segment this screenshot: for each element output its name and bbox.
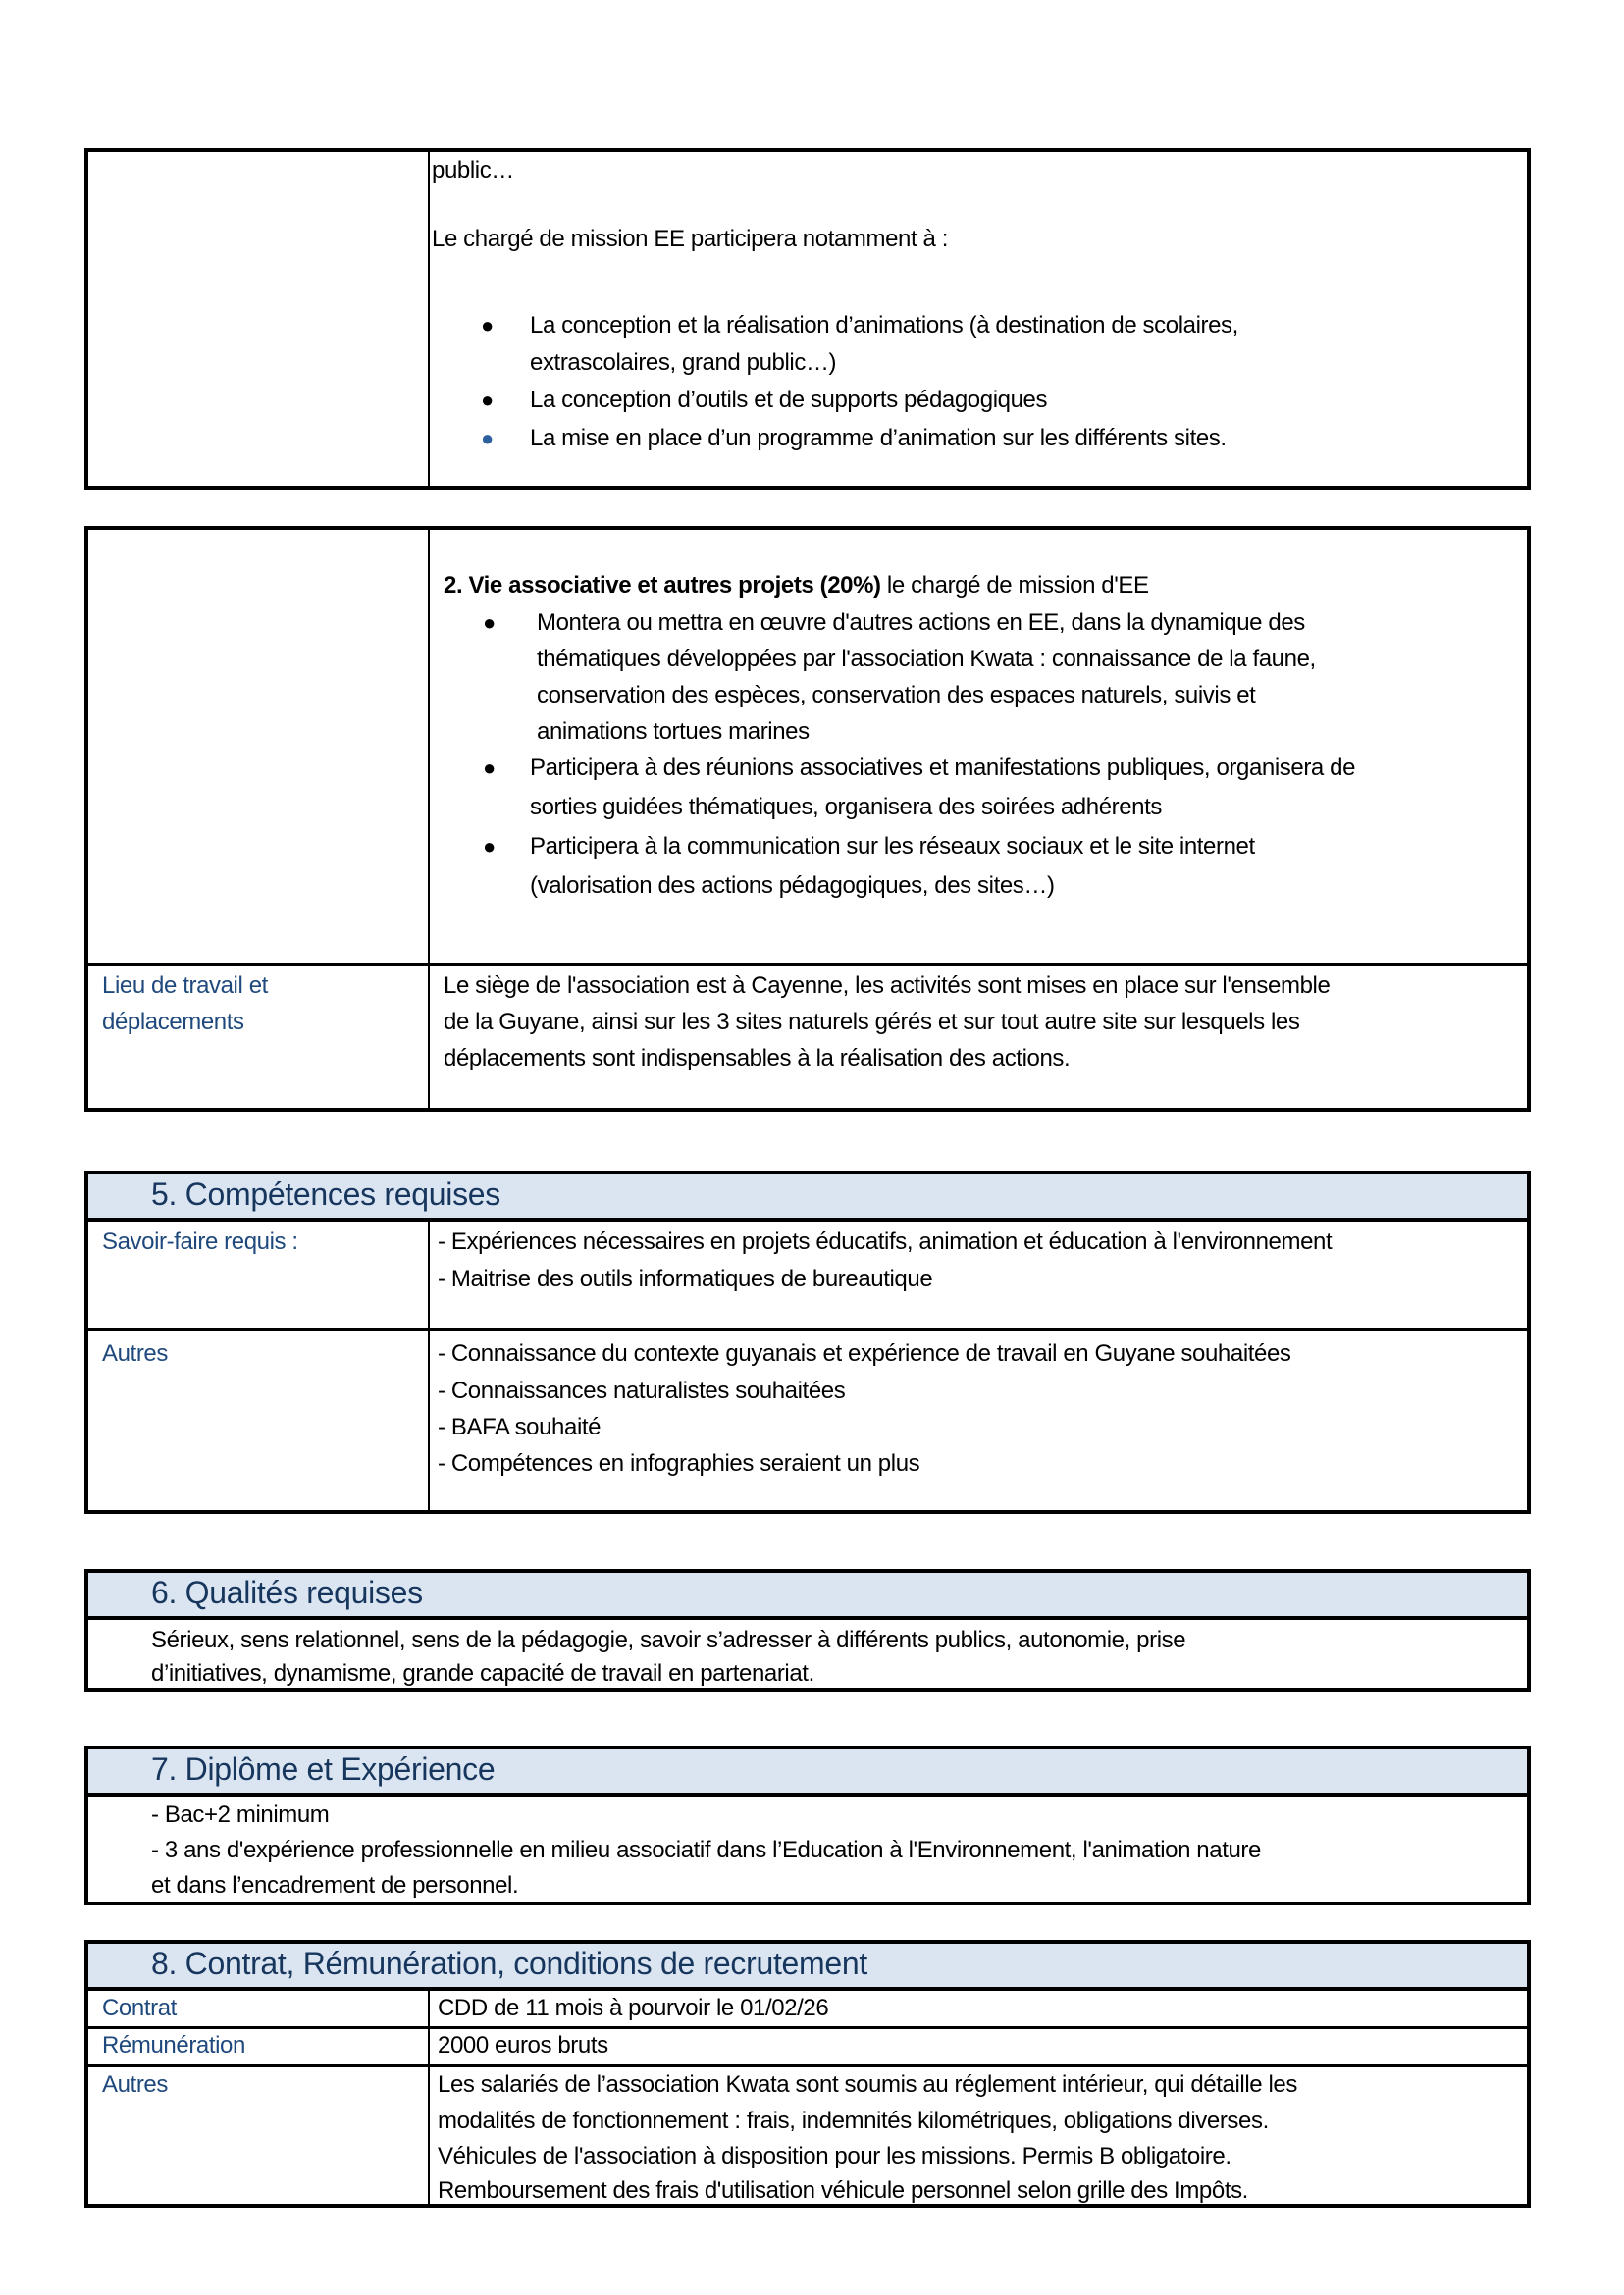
bullet-icon: ● [483, 756, 497, 780]
subheading-bold: 2. Vie associative et autres projets (20%) [444, 572, 881, 599]
continuation-text: public… [432, 157, 514, 183]
row-divider [88, 2026, 1527, 2029]
list-item: La mise en place d’un programme d’animation sur les différents sites. [530, 425, 1227, 451]
bullet-icon: ● [483, 610, 497, 635]
list-item-cont: extrascolaires, grand public…) [530, 349, 837, 376]
subheading-rest: le chargé de mission d'EE [880, 572, 1149, 599]
bullet-icon: ● [481, 426, 495, 450]
list-item: Montera ou mettra en œuvre d'autres actions en EE, dans la dynamique des [537, 609, 1305, 636]
row-label: Autres [102, 1340, 168, 1367]
section-header [88, 1174, 1527, 1218]
section-title: 8. Contrat, Rémunération, conditions de recrutement [151, 1946, 867, 1981]
lieu-text-cont: de la Guyane, ainsi sur les 3 sites naturels gérés et sur tout autre site sur lesquels les [444, 1009, 1300, 1035]
vie-associative-table [84, 526, 1531, 1112]
row-line: - Connaissances naturalistes souhaitées [438, 1378, 846, 1404]
body-line: - 3 ans d'expérience professionnelle en milieu associatif dans l’Education à l'Environnement, l'animation nature [151, 1837, 1261, 1863]
list-item: La conception et la réalisation d’animations (à destination de scolaires, [530, 312, 1238, 339]
section-title: 6. Qualités requises [151, 1575, 423, 1610]
row-divider [88, 1218, 1527, 1222]
lieu-label-cont: déplacements [102, 1009, 244, 1035]
column-divider [428, 1222, 430, 1510]
list-item-cont: (valorisation des actions pédagogiques, des sites…) [530, 872, 1055, 899]
row-line: Véhicules de l'association à disposition pour les missions. Permis B obligatoire. [438, 2143, 1231, 2169]
column-divider [428, 152, 430, 486]
body-line: Sérieux, sens relationnel, sens de la pédagogie, savoir s’adresser à différents publics, autonomie, prise [151, 1627, 1186, 1653]
row-line: Remboursement des frais d'utilisation véhicule personnel selon grille des Impôts. [438, 2177, 1248, 2204]
list-item-cont: animations tortues marines [537, 718, 810, 745]
section-subheading [444, 567, 1149, 604]
row-divider [88, 963, 1527, 966]
section-header [88, 1573, 1527, 1616]
lieu-text: Le siège de l'association est à Cayenne, les activités sont mises en place sur l'ensemble [444, 972, 1331, 999]
body-line: - Bac+2 minimum [151, 1801, 330, 1828]
section-header [88, 1749, 1527, 1793]
section-header [88, 1944, 1527, 1987]
row-divider [88, 1616, 1527, 1620]
bullet-icon: ● [481, 313, 495, 338]
bullet-icon: ● [483, 834, 497, 859]
section-title: 7. Diplôme et Expérience [151, 1751, 496, 1787]
list-item-cont: sorties guidées thématiques, organisera des soirées adhérents [530, 794, 1162, 820]
list-item: Participera à la communication sur les réseaux sociaux et le site internet [530, 833, 1255, 860]
body-line: et dans l’encadrement de personnel. [151, 1872, 519, 1899]
body-line: d’initiatives, dynamisme, grande capacité de travail en partenariat. [151, 1660, 814, 1687]
bullet-icon: ● [481, 388, 495, 412]
section-8-contrat [84, 1940, 1531, 2208]
row-line: Les salariés de l’association Kwata sont soumis au réglement intérieur, qui détaille les [438, 2071, 1297, 2098]
row-line: - Expériences nécessaires en projets éducatifs, animation et éducation à l'environnement [438, 1228, 1333, 1255]
intro-text: Le chargé de mission EE participera notamment à : [432, 226, 949, 252]
row-line: - BAFA souhaité [438, 1414, 602, 1440]
activities-table [84, 148, 1531, 490]
row-line: - Compétences en infographies seraient un plus [438, 1450, 920, 1477]
row-label-autres: Autres [102, 2071, 168, 2098]
row-line: modalités de fonctionnement : frais, indemnités kilométriques, obligations diverses. [438, 2108, 1269, 2134]
row-value-remuneration: 2000 euros bruts [438, 2032, 608, 2059]
section-title: 5. Compétences requises [151, 1176, 500, 1212]
section-7-diplome [84, 1746, 1531, 1905]
row-label: Savoir-faire requis : [102, 1228, 298, 1255]
section-5-competences [84, 1171, 1531, 1514]
lieu-label: Lieu de travail et [102, 972, 268, 999]
column-divider [428, 1991, 430, 2204]
row-divider [88, 1328, 1527, 1331]
list-item: La conception d’outils et de supports pédagogiques [530, 387, 1048, 413]
lieu-text-cont: déplacements sont indispensables à la réalisation des actions. [444, 1045, 1071, 1071]
list-item: Participera à des réunions associatives et manifestations publiques, organisera de [530, 755, 1356, 781]
list-item-cont: conservation des espèces, conservation des espaces naturels, suivis et [537, 682, 1256, 708]
row-label-contrat: Contrat [102, 1995, 177, 2021]
row-line: - Connaissance du contexte guyanais et expérience de travail en Guyane souhaitées [438, 1340, 1291, 1367]
section-6-qualites [84, 1569, 1531, 1692]
row-value-contrat: CDD de 11 mois à pourvoir le 01/02/26 [438, 1995, 829, 2021]
row-label-remuneration: Rémunération [102, 2032, 245, 2059]
list-item-cont: thématiques développées par l'association Kwata : connaissance de la faune, [537, 646, 1316, 672]
row-line: - Maitrise des outils informatiques de bureautique [438, 1266, 933, 1292]
column-divider [428, 530, 430, 1108]
